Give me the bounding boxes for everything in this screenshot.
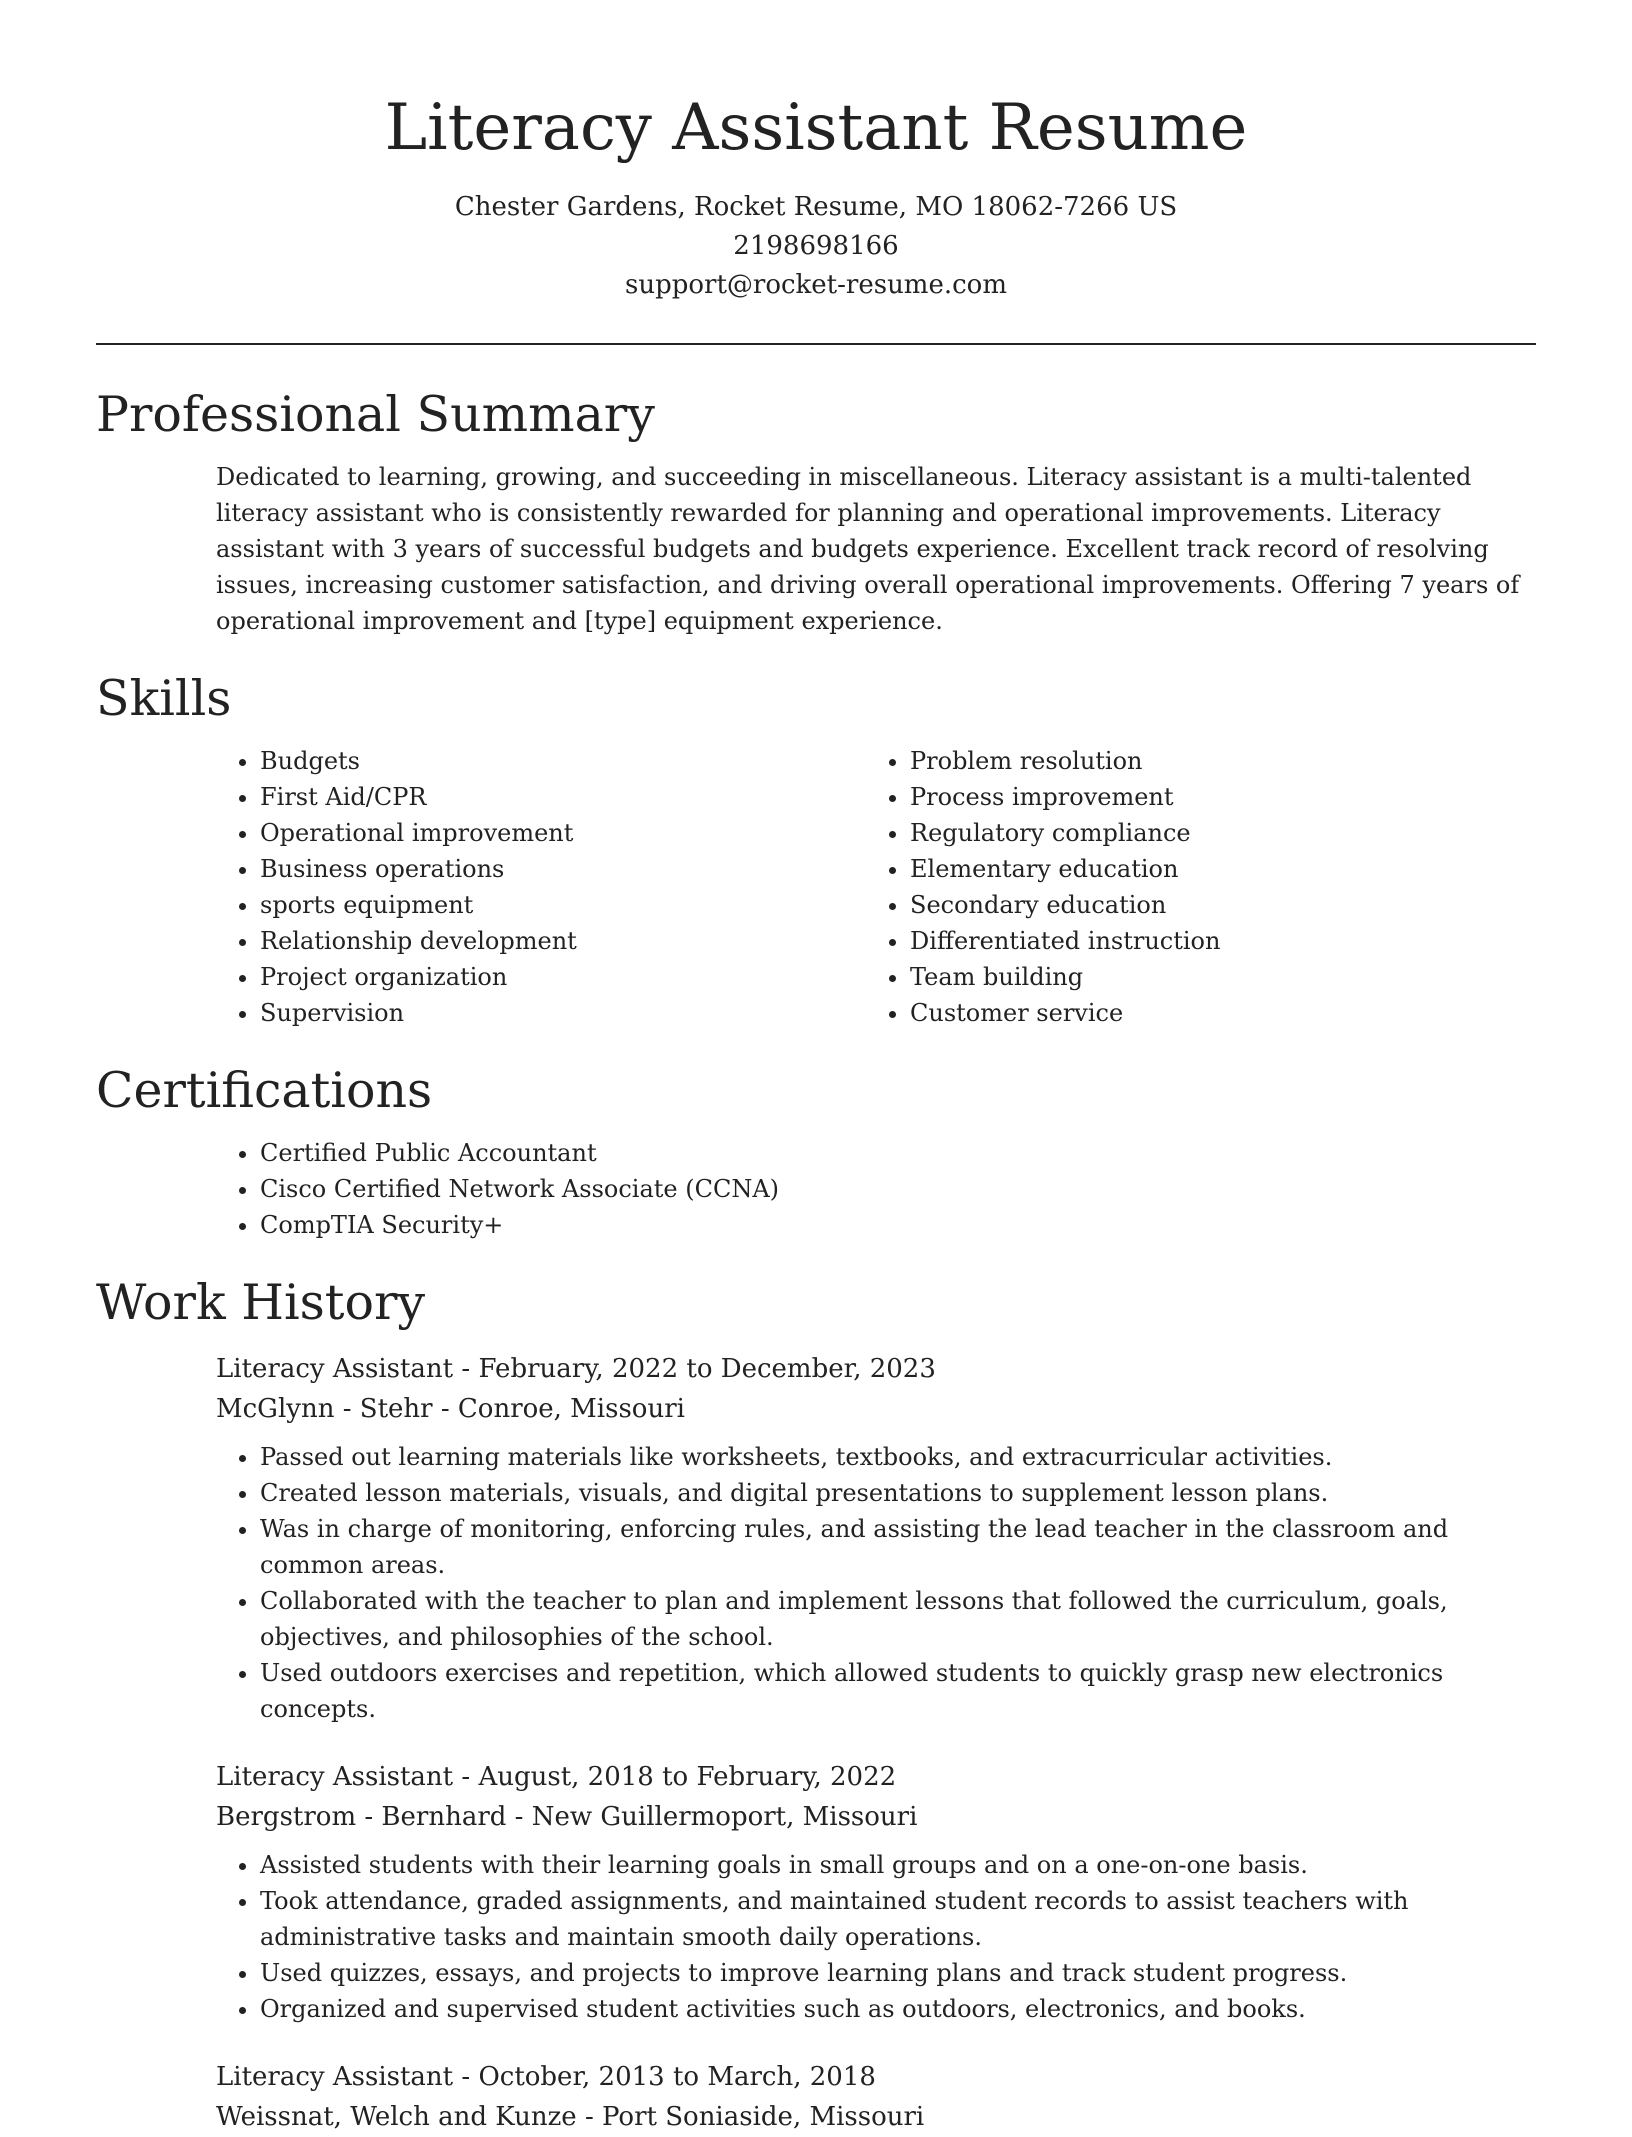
- list-item: • Customer service: [910, 995, 1516, 1031]
- list-item: • Was in charge of monitoring, enforcing rules, and assisting the lead teacher in the classroom and common areas.: [260, 1511, 1536, 1583]
- contact-info: [96, 188, 1536, 305]
- list-item: • Secondary education: [910, 887, 1516, 923]
- list-item: • Assisted students with their learning goals in small groups and on a one-on-one basis.: [260, 1847, 1536, 1883]
- list-item: • Took attendance, graded assignments, and maintained student records to assist teachers with administrative tasks and maintain smooth daily operations.: [260, 1883, 1536, 1955]
- certifications-list: [216, 1135, 1536, 1243]
- job-title: Literacy Assistant - August, 2018 to February, 2022: [216, 1762, 897, 1792]
- list-item: • Problem resolution: [910, 743, 1516, 779]
- contact-phone: 2198698166: [733, 231, 899, 261]
- list-item: • Created lesson materials, visuals, and digital presentations to supplement lesson plans.: [260, 1475, 1536, 1511]
- list-item: • Elementary education: [910, 851, 1516, 887]
- list-item: • Relationship development: [260, 923, 866, 959]
- list-item: • Team building: [910, 959, 1516, 995]
- list-item: • Differentiated instruction: [910, 923, 1516, 959]
- job-employer: McGlynn - Stehr - Conroe, Missouri: [216, 1394, 685, 1424]
- list-item: • Business operations: [260, 851, 866, 887]
- job-title: Literacy Assistant - October, 2013 to March, 2018: [216, 2062, 876, 2092]
- skills-column-left: [216, 743, 866, 1031]
- resume-header: [96, 0, 1536, 305]
- job-title: Literacy Assistant - February, 2022 to December, 2023: [216, 1354, 936, 1384]
- list-item: • First Aid/CPR: [260, 779, 866, 815]
- list-item: • Operational improvement: [260, 815, 866, 851]
- page-title: Literacy Assistant Resume: [384, 91, 1248, 165]
- certifications-section: [96, 1055, 1536, 1243]
- certifications-heading: Certifications: [96, 1062, 433, 1119]
- job-duties: [216, 1439, 1536, 1727]
- summary-heading: Professional Summary: [96, 386, 655, 443]
- summary-text: Dedicated to learning, growing, and succeeding in miscellaneous. Literacy assistant is a multi-talented literacy assistant who is consistently rewarded for planning and operational improvements. Literacy assistant with 3 years of successful budgets and budgets experience. Excellent track record of resolving issues, increasing customer satisfaction, and driving overall operational improvements. Offering 7 years of operational improvement and [type] equipment experience.: [216, 463, 1520, 635]
- skills-grid: [216, 743, 1536, 1031]
- list-item: • Collaborated with the teacher to plan and implement lessons that followed the curriculum, goals, objectives, and philosophies of the school.: [260, 1583, 1536, 1655]
- contact-address: Chester Gardens, Rocket Resume, MO 18062-7266 US: [454, 192, 1178, 222]
- list-item: • Certified Public Accountant: [260, 1135, 1536, 1171]
- list-item: • Organized and supervised student activities such as outdoors, electronics, and books.: [260, 1991, 1536, 2027]
- job-employer: Weissnat, Welch and Kunze - Port Soniaside, Missouri: [216, 2102, 925, 2132]
- list-item: • Passed out learning materials like worksheets, textbooks, and extracurricular activities.: [260, 1439, 1536, 1475]
- list-item: • Used outdoors exercises and repetition, which allowed students to quickly grasp new electronics concepts.: [260, 1655, 1536, 1727]
- list-item: • Supervision: [260, 995, 866, 1031]
- list-item: • Project organization: [260, 959, 866, 995]
- list-item: • CompTIA Security+: [260, 1207, 1536, 1243]
- contact-email[interactable]: support@rocket-resume.com: [624, 270, 1007, 300]
- list-item: • Used quizzes, essays, and projects to improve learning plans and track student progress.: [260, 1955, 1536, 1991]
- job-employer: Bergstrom - Bernhard - New Guillermoport, Missouri: [216, 1802, 918, 1832]
- list-item: • Regulatory compliance: [910, 815, 1516, 851]
- list-item: • Cisco Certified Network Associate (CCNA): [260, 1171, 1536, 1207]
- list-item: • sports equipment: [260, 887, 866, 923]
- list-item: • Process improvement: [910, 779, 1516, 815]
- job-entry: [216, 1757, 1536, 2027]
- job-entry: [216, 1349, 1536, 1727]
- job-duties: [216, 1847, 1536, 2027]
- certifications-list-wrap: [216, 1135, 1536, 1243]
- work-history-section: [96, 1267, 1536, 2137]
- work-history-heading: Work History: [96, 1274, 426, 1331]
- skills-column-right: [866, 743, 1516, 1031]
- skills-heading: Skills: [96, 670, 232, 727]
- skills-section: [96, 663, 1536, 1031]
- job-entry: [216, 2057, 1536, 2137]
- list-item: • Budgets: [260, 743, 866, 779]
- resume-page: [96, 0, 1536, 2132]
- summary-section: [96, 379, 1536, 639]
- header-divider: [96, 343, 1536, 345]
